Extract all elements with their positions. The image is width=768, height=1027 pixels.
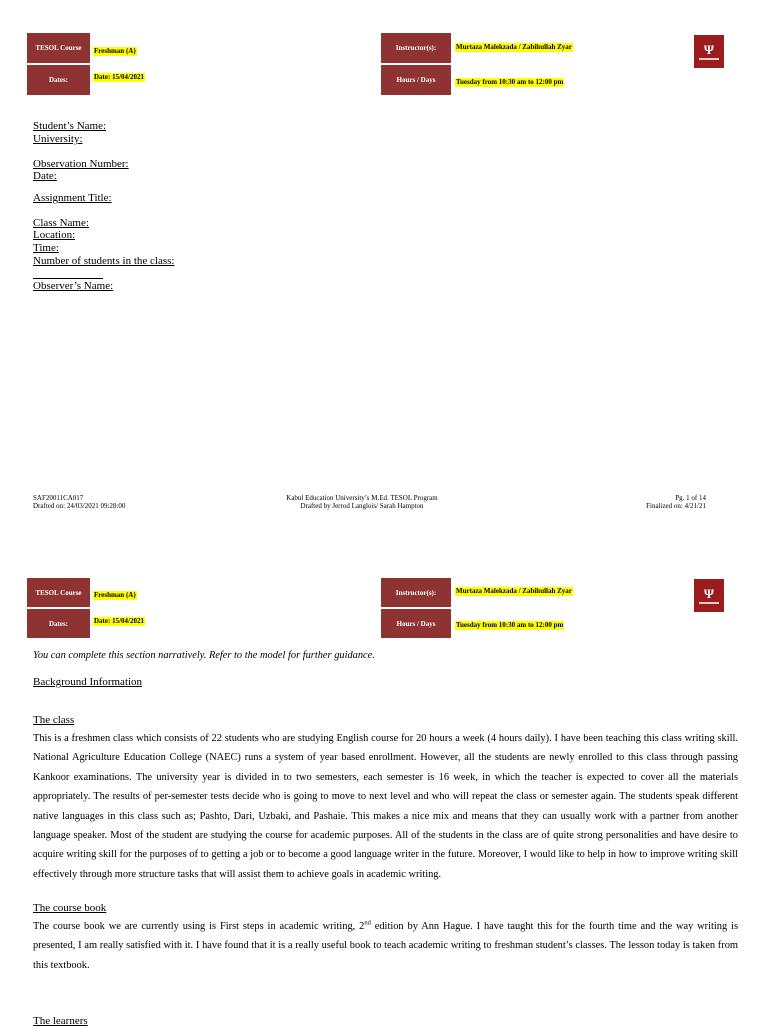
class-paragraph: This is a freshmen class which consists of 22 students who are studying English course for 20 hours a week (4 hours daily). I have been teaching this class writing skill. National Agriculture Education College (NAEC) runs a system of year based enrollment. However, all the students are newly enrolled to this class through passing Kankoor examinations. The university year is divided in to two semesters, each semester is 16 week, in which the teacher is expected to cover all the materials appropriately. The results of per-semester tests decide who is going to move to next level and who will repeat the class or semester again. The students speak different native languages in this class such as; Pashto, Dari, Uzbaki, and Pashaie. This makes a nice mix and means that they can usually work with a partner from another language speaker. Most of the student are studying the course for academic purposes. All of the students in the class are of quite strong personalities and have desire to acquire writing skill for the purposes of to getting a job or to become a good language writer in the future. Moreover, I would like to help in how to improve writing skill effectively through more structure tasks that will assist them to achieve goals in academic writing. <box>33 733 738 880</box>
edition-suffix: nd <box>364 919 371 927</box>
course-book-heading: The course book <box>33 902 107 914</box>
background-heading: Background Information <box>33 676 143 688</box>
program-name: Kabul Education University’s M.Ed. TESOL Program <box>286 494 438 502</box>
page-number: Pg. 1 of 14 <box>675 494 706 502</box>
drafted-on: Drafted on: 24/03/2021 09:28:00 <box>33 502 126 510</box>
course-book-text-end: edition by Ann Hague. I have taught this for the fourth time and the way writing is presented, I am really satisfied with it. I have found that it is a really useful book to teach academic writing to freshman student’s classes. The lesson today is taken from this textbook. <box>33 921 738 971</box>
intro-note: You can complete this section narratively. Refer to the model for further guidance. <box>33 650 375 661</box>
hours-label-cell: Hours / Days <box>381 65 451 95</box>
hours-label-cell: Hours / Days <box>381 609 451 638</box>
logo-wordmark <box>699 602 719 604</box>
hours-value: Tuesday from 10:30 am to 12:00 pm <box>456 621 564 629</box>
learners-heading: The learners <box>33 1015 88 1027</box>
logo-wordmark <box>699 58 719 60</box>
observer-name-label: Observer’s Name: <box>33 280 114 292</box>
doc-id: SAF20011CA017 <box>33 494 84 502</box>
course-book-paragraph <box>33 917 738 975</box>
finalized-on: Finalized on: 4/21/21 <box>646 502 706 510</box>
instructor-label-cell: Instructor(s): <box>381 33 451 63</box>
drafted-by: Drafted by Jerrod Langlois/ Sarah Hampton <box>300 502 424 510</box>
instructor-label-cell: Instructor(s): <box>381 578 451 607</box>
time-label: Time: <box>33 242 59 254</box>
dates-value: Date: 15/04/2021 <box>94 73 144 81</box>
dates-label-cell: Dates: <box>27 65 90 95</box>
instructor-value: Murtaza Malekzada / Zabihullah Zyar <box>456 43 572 51</box>
hours-value: Tuesday from 10:30 am to 12:00 pm <box>456 78 564 86</box>
dates-value: Date: 15/04/2021 <box>94 617 144 625</box>
class-name-label: Class Name: <box>33 217 89 229</box>
course-book-text-start: The course book we are currently using is First steps in academic writing, 2 <box>33 921 365 932</box>
dates-label-cell: Dates: <box>27 609 90 638</box>
assignment-title-label: Assignment Title: <box>33 192 112 204</box>
course-value: Freshman (A) <box>94 47 136 55</box>
course-value: Freshman (A) <box>94 591 136 599</box>
observation-number-label: Observation Number: <box>33 158 129 170</box>
course-label-cell: TESOL Course <box>27 578 90 607</box>
blank-line <box>33 278 103 279</box>
location-label: Location: <box>33 229 76 241</box>
course-label-cell: TESOL Course <box>27 33 90 63</box>
trident-icon: Ψ <box>703 42 715 57</box>
trident-icon: Ψ <box>703 586 715 601</box>
student-count-label: Number of students in the class: <box>33 255 175 267</box>
date-label: Date: <box>33 170 57 182</box>
university-label: University: <box>33 133 83 145</box>
instructor-value: Murtaza Malekzada / Zabihullah Zyar <box>456 587 572 595</box>
university-logo <box>694 579 724 612</box>
student-name-label: Student’s Name: <box>33 120 107 132</box>
class-heading: The class <box>33 714 75 726</box>
university-logo <box>694 35 724 68</box>
